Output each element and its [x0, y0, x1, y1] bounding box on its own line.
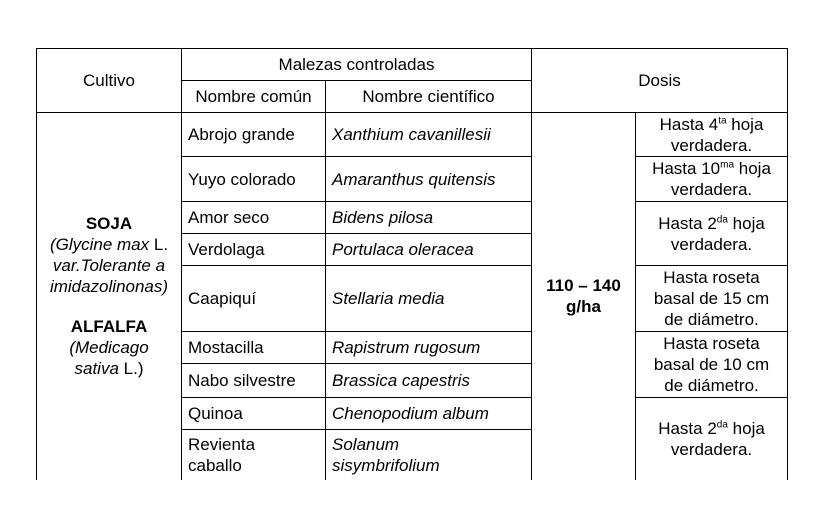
timing-line3: de diámetro. — [664, 376, 759, 395]
weed-scientific-name: Portulaca oleracea — [326, 234, 532, 266]
timing-cell — [636, 202, 788, 266]
weed-scientific-name: Stellaria media — [326, 266, 532, 332]
timing-cell — [636, 398, 788, 480]
weed-common-name: Revienta caballo — [182, 430, 326, 480]
crop-soja-scientific-line2: var.Tolerante a — [52, 256, 166, 276]
crop-soja-scientific-line3: imidazolinonas) — [49, 277, 169, 297]
timing-line1: Hasta $2^{da}$ hoja — [658, 213, 765, 233]
timing-line2: verdadera. — [670, 234, 753, 254]
timing-cell — [636, 113, 788, 157]
weed-scientific-name: Solanum sisymbrifolium — [326, 430, 532, 480]
weed-scientific-name: Rapistrum rugosum — [326, 332, 532, 364]
header-cultivo: Cultivo — [37, 49, 182, 113]
dose-cell — [532, 113, 636, 480]
weed-common-name: Caapiquí — [182, 266, 326, 332]
timing-line1: Hasta $4^{ta}$ hoja — [659, 114, 764, 134]
weed-common-name: Abrojo grande — [182, 113, 326, 157]
crop-soja-name: SOJA — [85, 214, 133, 234]
crop-cell — [37, 113, 182, 480]
timing-line1: Hasta roseta — [663, 334, 760, 353]
timing-line2: basal de 10 cm — [653, 355, 770, 374]
weed-scientific-name: Brassica capestris — [326, 364, 532, 398]
weed-common-name: Yuyo colorado — [182, 157, 326, 202]
timing-line2: verdadera. — [670, 135, 753, 155]
header-nombre-cientifico: Nombre científico — [326, 81, 532, 113]
crop-soja-scientific-line1: (Glycine max L. — [49, 235, 169, 255]
weed-common-name: Mostacilla — [182, 332, 326, 364]
weed-common-name: Quinoa — [182, 398, 326, 430]
weed-scientific-name: Amaranthus quitensis — [326, 157, 532, 202]
crop-alfalfa-name: ALFALFA — [70, 317, 148, 337]
dose-unit: g/ha — [566, 297, 601, 317]
timing-line2: basal de 15 cm — [653, 289, 770, 308]
timing-line2: verdadera. — [670, 439, 753, 459]
timing-line1: Hasta $2^{da}$ hoja — [658, 418, 765, 438]
weed-scientific-name: Xanthium cavanillesii — [326, 113, 532, 157]
weed-common-name: Amor seco — [182, 202, 326, 234]
weed-common-name: Verdolaga — [182, 234, 326, 266]
timing-line3: de diámetro. — [664, 310, 759, 329]
weed-common-name: Nabo silvestre — [182, 364, 326, 398]
timing-line2: verdadera. — [670, 180, 753, 199]
timing-cell — [636, 157, 788, 202]
timing-cell — [636, 332, 788, 398]
header-dosis: Dosis — [532, 49, 788, 113]
timing-line1: Hasta $10^{ma}$ hoja — [652, 159, 771, 178]
crop-alfalfa-scientific-line2: sativa L.) — [74, 359, 144, 379]
header-malezas-controladas: Malezas controladas — [182, 49, 532, 81]
timing-cell — [636, 266, 788, 332]
timing-line1: Hasta roseta — [663, 268, 760, 287]
herbicide-dose-table — [36, 48, 788, 480]
header-nombre-comun: Nombre común — [182, 81, 326, 113]
weed-scientific-name: Bidens pilosa — [326, 202, 532, 234]
crop-alfalfa-scientific-line1: (Medicago — [69, 338, 149, 358]
dose-amount: 110 – 140 — [546, 276, 621, 296]
weed-scientific-name: Chenopodium album — [326, 398, 532, 430]
